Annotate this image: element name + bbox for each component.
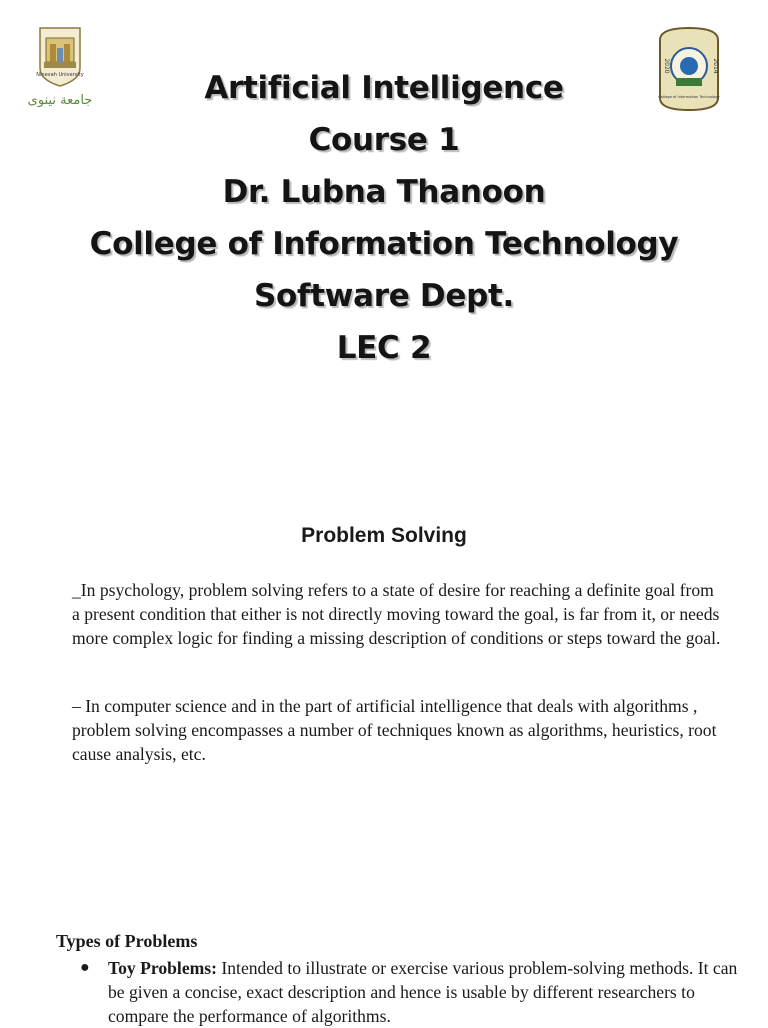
bullet-text: Intended to illustrate or exercise various problem-solving methods. It can be given a concise, exact description and hence is usable by different researchers to compare the performance of algorithms.	[108, 958, 738, 1026]
logo-caption-en: Ninevah University	[36, 72, 84, 78]
paragraph-psychology: _In psychology, problem solving refers to a state of desire for reaching a definite goal from a present condition that either is not directly moving toward the goal, is far from it, or needs more complex logic for finding a missing description of conditions or steps toward the goal.	[72, 580, 721, 648]
section-title: Problem Solving	[301, 524, 467, 547]
paragraph-computer-science: – In computer science and in the part of artificial intelligence that deals with algorithms , problem solving encompasses a number of techniques known as algorithms, heuristics, root cause analysis, etc.	[72, 696, 717, 764]
types-heading: Types of Problems	[56, 931, 198, 951]
logo-caption-ar: جامعة نينوى	[27, 93, 93, 108]
cover-title-block	[0, 62, 768, 374]
college-name: College of Information Technology	[89, 226, 679, 262]
course-number: Course 1	[308, 122, 460, 158]
list-item	[80, 956, 740, 1028]
seal-year-left: 2020	[663, 58, 670, 74]
types-list	[80, 956, 740, 1028]
department-name: Software Dept.	[254, 278, 514, 314]
instructor-name: Dr. Lubna Thanoon	[222, 174, 546, 210]
seal-year-right: 2014	[712, 58, 719, 74]
course-title: Artificial Intelligence	[204, 70, 564, 106]
bullet-icon: ●	[80, 959, 90, 976]
lecture-number: LEC 2	[336, 330, 432, 366]
seal-caption: College of Information Technology	[658, 95, 720, 99]
bullet-term: Toy Problems:	[108, 958, 217, 978]
